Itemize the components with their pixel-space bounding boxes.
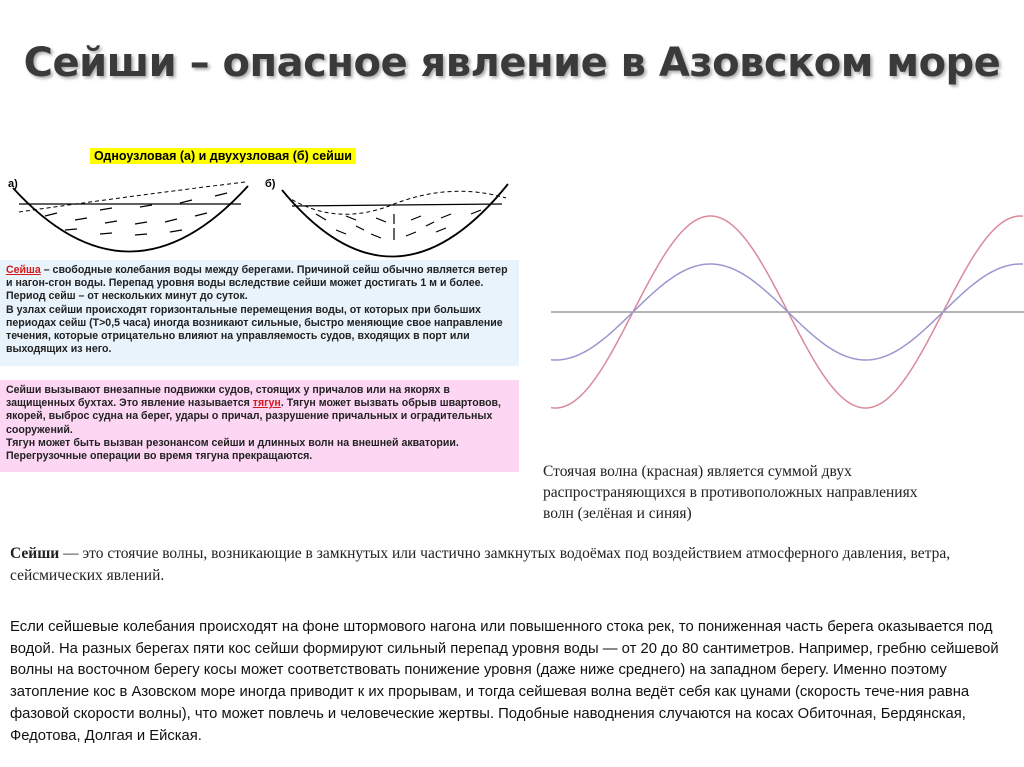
seiche-text-1: – свободные колебания воды между берегами. Причиной сейш обычно является ветер и нагон-сгон воды. Перепад уровня воды вследствие сейши может достигать 1 м и более. Период сейш – от нескольких минут до суток. xyxy=(6,264,508,303)
tyagun-text-3: Тягун может быть вызван резонансом сейши и длинных волн на внешней акватории. xyxy=(6,436,459,449)
diagram-label-b: б) xyxy=(265,178,276,190)
wave-caption xyxy=(543,461,1023,524)
standing-wave-illustration xyxy=(551,210,1024,420)
definition-term: Сейши xyxy=(10,545,60,562)
tyagun-text-1: Сейши вызывают внезапные подвижки судов, стоящих у причалов или на якорях в защищенных бухтах. Это явление называется xyxy=(6,384,450,410)
tyagun-text-4: Перегрузочные операции во время тягуна прекращаются. xyxy=(6,450,313,463)
single-node-seiche-diagram xyxy=(5,176,255,258)
page-title: Сейши – опасное явление в Азовском море xyxy=(23,40,1001,86)
diagram-label-a: а) xyxy=(8,178,18,190)
seiche-text-2: В узлах сейши происходят горизонтальные перемещения воды, от которых при больших периодах сейш (T>0,5 часа) иногда возникают сильные, быстро меняющие свое направление течения, которые отрицательно влияют на управляемость судов, входящих в порт или выходящих из него. xyxy=(6,303,503,356)
body-paragraph: Если сейшевые колебания происходят на фоне штормового нагона или повышенного стока рек, то пониженная часть берега оказывается под водой. На разных берегах пяти кос сейши формируют сильный перепад уровня воды — от 20 до 80 сантиметров. Например, гребню сейшевой волны на восточном берегу косы может соответствовать понижение уровня (даже ниже среднего) на западном берегу. Именно поэтому затопление кос в Азовском море иногда приводит к их прорывам, и тогда сейшевая волна ведёт себя как цунами (скорость тече-ния равна фазовой скорости волны), что может повлечь и человеческие жертвы. Подобные наводнения случаются на косах Обиточная, Бердянская, Федотова, Долгая и Ейская. xyxy=(10,619,999,744)
tyagun-text-2: . Тягун может вызвать обрыв швартовов, якорей, выброс судна на берег, удары о причал, разрушение причальных и оградительных сооружений. xyxy=(6,397,501,436)
tyagun-info-box xyxy=(0,380,519,472)
tyagun-term-link[interactable]: тягун xyxy=(252,397,281,410)
wave-caption-line-2: распространяющихся в противоположных направлениях xyxy=(543,484,918,501)
wave-caption-line-3: волн (зелёная и синяя) xyxy=(543,505,692,522)
definition-paragraph xyxy=(10,543,1010,587)
definition-text: — это стоячие волны, возникающие в замкнутых или частично замкнутых водоёмах под воздействием атмосферного давления, ветра, сейсмических явлений. xyxy=(10,545,951,584)
seiche-definition-box xyxy=(0,260,519,366)
double-node-seiche-diagram xyxy=(276,176,516,258)
diagram-caption: Одноузловая (а) и двухузловая (б) сейши xyxy=(90,148,356,164)
seiche-term-link[interactable]: Сейша xyxy=(6,264,41,276)
wave-caption-line-1: Стоячая волна (красная) является суммой двух xyxy=(543,463,852,480)
